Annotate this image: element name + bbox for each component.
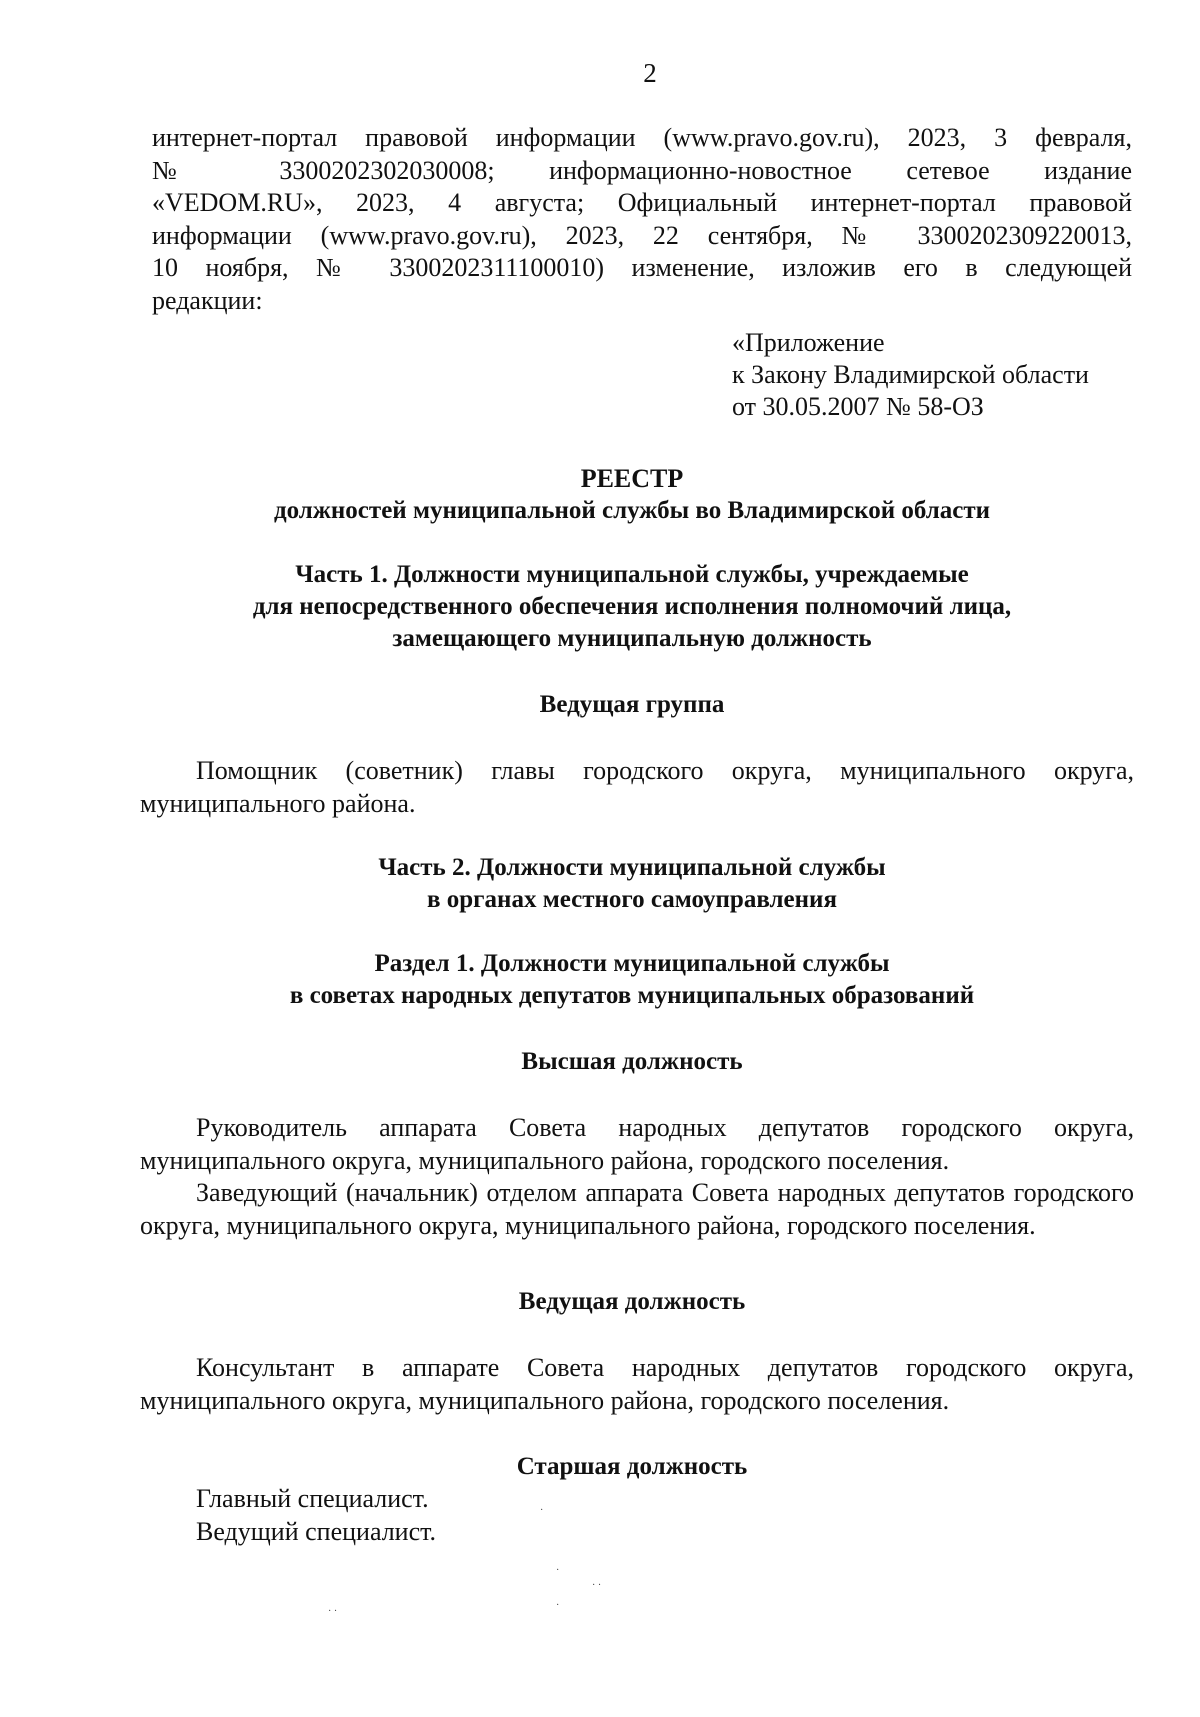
highest-position-item: Руководитель аппарата Совета народных депутатов городского округа, муниципального округа, муниципального района, городского поселения.: [140, 1113, 1134, 1175]
appendix-reference: [732, 327, 1132, 423]
part1-leading-item: Помощник (советник) главы городского округа, муниципального округа, муниципального района.: [140, 756, 1134, 818]
part1-heading-line: для непосредственного обеспечения исполнения полномочий лица,: [252, 593, 1012, 620]
part2-heading-line: Часть 2. Должности муниципальной службы: [378, 854, 886, 881]
part2-heading: [132, 852, 1132, 916]
section1-heading-line: в советах народных депутатов муниципальных образований: [289, 982, 975, 1009]
part1-heading-line: замещающего муниципальную должность: [392, 625, 872, 652]
scan-speck: ·: [556, 1565, 560, 1576]
registry-title: РЕЕСТР: [580, 464, 684, 493]
part2-heading-line: в органах местного самоуправления: [427, 886, 837, 913]
registry-subtitle: должностей муниципальной службы во Владимирской области: [273, 497, 991, 524]
appendix-line: к Закону Владимирской области: [732, 360, 1089, 389]
senior-position-item: Ведущий специалист.: [196, 1516, 437, 1546]
scan-speck: · ·: [592, 1580, 602, 1591]
part1-group-leading-heading: Ведущая группа: [539, 691, 725, 718]
intro-line-last: редакции:: [152, 285, 263, 315]
highest-position-item: Заведующий (начальник) отделом аппарата Совета народных депутатов городского округа, муниципального округа, муниципального района, городского поселения.: [140, 1178, 1134, 1240]
part1-heading: [132, 559, 1132, 655]
highest-position-heading: Высшая должность: [521, 1048, 743, 1075]
section1-heading: [132, 948, 1132, 1012]
intro-paragraph: [152, 122, 1132, 317]
appendix-line: «Приложение: [732, 328, 885, 357]
leading-position-heading: Ведущая должность: [518, 1288, 746, 1315]
document-body: [140, 122, 1134, 1548]
intro-line: информации (www.pravo.gov.ru), 2023, 22 сентября, № 3300202309220013,: [152, 220, 1132, 250]
scan-speck: · ·: [328, 1606, 338, 1617]
intro-line: № 3300202302030008; информационно-новостное сетевое издание: [152, 155, 1132, 185]
intro-line: 10 ноября, № 3300202311100010) изменение, изложив его в следующей: [152, 253, 1132, 282]
senior-position-item: Главный специалист.: [196, 1484, 429, 1513]
appendix-line: от 30.05.2007 № 58-ОЗ: [732, 392, 984, 421]
page-number: 2: [643, 58, 657, 88]
senior-position-heading: Старшая должность: [516, 1453, 748, 1480]
scan-speck: ·: [556, 1600, 560, 1611]
scan-speck: ·: [540, 1505, 544, 1516]
part1-heading-line: Часть 1. Должности муниципальной службы, учреждаемые: [295, 561, 969, 588]
intro-line: интернет-портал правовой информации (www.pravo.gov.ru), 2023, 3 февраля,: [152, 123, 1132, 152]
section1-heading-line: Раздел 1. Должности муниципальной службы: [374, 950, 890, 977]
leading-position-item: Консультант в аппарате Совета народных депутатов городского округа, муниципального округа, муниципального района, городского поселения.: [140, 1353, 1134, 1415]
intro-line: «VEDOM.RU», 2023, 4 августа; Официальный интернет-портал правовой: [152, 188, 1132, 217]
